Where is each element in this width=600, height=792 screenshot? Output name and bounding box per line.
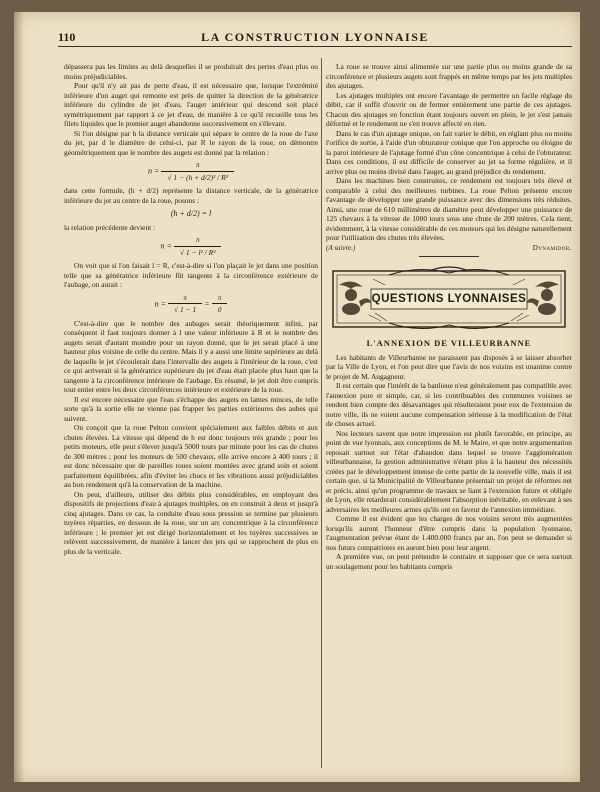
paragraph: On conçoit que la roue Pelton convient spécialement aux faibles débits et aux chutes élevées. La vitesse qui dépend de h est donc toujours très grande ; pour les petits moteurs, elle peut s'élever jusqu'à 5000 tours par minute pour les cas de chutes de 300 mètres ; pour les moteurs de 500 chevaux, elle arrive encore à 400 tours ; il est donc nécessaire que de pareilles roues soient montées avec grand soin et soient parfaitement équilibrées, afin d'éviter les chocs et les vibrations aussi préjudiciables au bon rendement qu'à la conservation de la machine. [64, 423, 318, 489]
formula-denominator: 0 [217, 305, 222, 314]
formula-fraction [212, 294, 228, 315]
formula-number-of-buckets [64, 161, 318, 182]
paragraph: Dans le cas d'un ajutage unique, on fait varier le débit, en réglant plus ou moins l'orifice de sortie, à l'aide d'un obturateur conique que l'on approche ou éloigne de la paroi intérieure de l'ajutage formé d'un cône concentrique à celui de l'obturateur. Dans ces conditions, il est difficile de conserver au jet sa forme régulière, et il arrive plus ou moins divisé dans l'auget, au grand préjudice du rendement. [326, 128, 572, 176]
running-head: LA CONSTRUCTION LYONNAISE [201, 30, 429, 44]
formula-fraction [161, 161, 234, 182]
paragraph: A première vue, on peut prétendre le contraire et supposer que ce sera surtout un soulagement pour les habitants compris [326, 552, 572, 571]
paragraph: Comme il est évident que les charges de nos voisins seront très augmentées lorsqu'ils auront l'honneur d'être compris dans la population lyonnaise, l'augmentation prévue étant de 1.400.000 francs par an, l'on peut se demander si nos futurs compatriotes en auront bien pour leur argent. [326, 514, 572, 552]
paragraph: On voit que si l'on faisait l = R, c'est-à-dire si l'on plaçait le jet dans une position telle que sa génératrice inférieure fût tangente à la circonférence extérieure de l'aubage, on aurait : [64, 261, 318, 289]
formula-denominator: √ 1 − 1 [173, 305, 197, 314]
paragraph: dans cette formule, (h + d/2) représente la distance verticale, de la génératrice inférieure du jet au centre de la roue, posons : [64, 186, 318, 205]
formula-lhs: n = [147, 166, 160, 176]
formula-infinite [64, 294, 318, 315]
paragraph: Pour qu'il n'y ait pas de perte d'eau, il est nécessaire que, lorsque l'extrémité inférieure d'un auget qui remonte est près de quitter la direction de la génératrice inférieure du cylindre de jet d'eau, l'auget antérieur qui descend soit placé symétriquement par rapport à ce jet d'eau, de manière à ce qu'il recueille tous les filets liquides que le premier auget abandonne successivement en s'élevant. [64, 81, 318, 128]
formula-numerator: π [212, 294, 228, 305]
paragraph: Il est certain que l'intérêt de la banlieue n'est généralement pas compatible avec l'annexion pure et simple, car, si les contribuables des communes voisines se rendent bien compte des désavantages qui résulteraient pour eux de l'extension de notre ville, ils ne voient aucune compensation sérieuse à la modification de l'état de choses actuel. [326, 381, 572, 428]
journal-page [14, 12, 580, 782]
section-banner [329, 265, 569, 333]
formula-numerator: π [161, 161, 234, 172]
section-heading: L'ANNEXION DE VILLEURBANNE [366, 338, 532, 348]
author-name: Dynamidor. [532, 243, 572, 252]
paragraph: Les habitants de Villeurbanne ne paraissent pas disposés à se laisser absorber par la Ville de Lyon, et l'on peut dire que l'avis de nos voisins est unanime contre le projet de M. Augagneur. [326, 352, 572, 381]
paragraph: C'est-à-dire que le nombre des aubages serait théoriquement infini, par conséquent il faut toujours donner à l une valeur inférieure à R et le nombre des augets serait d'autant moindre pour un rayon donné, que le jet serait placé à une hauteur plus voisine de celle du centre. Mais il y a aussi une limite supérieure au delà de laquelle le jet s'écoulerait dans l'intervalle des augets à l'intérieur de la roue, c'est ce qui arriverait si la génératrice supérieure du jet d'eau était placée plus haut que la tangente à la circonférence intérieure de l'aubage. En résumé, le jet doit être compris tout entier entre les deux circonférences intérieure et extérieure de la roue. [64, 318, 318, 394]
formula-denominator: √ 1 − l² / R² [179, 247, 216, 257]
page-header [58, 30, 572, 47]
formula-fraction [174, 236, 222, 257]
formula-numerator: π [174, 236, 222, 247]
paragraph: Les ajutages multiples ont encore l'avantage de permettre un facile réglage du débit, car il suffit d'ouvrir ou de fermer entièrement une partie de ces ajutages. Chacun des ajutages en fonction étant toujours ouvert en plein, le jet s'est jamais déformé et le rendement ne s'en trouve affecté en rien. [326, 90, 572, 128]
paragraph: Il est encore nécessaire que l'eau s'échappe des augets en lames minces, de telle sorte qu'à la sortie elle ne vienne pas frapper les parties extérieures des aubes qui suivent. [64, 394, 318, 423]
separator-rule [419, 256, 479, 257]
formula-equals: = [204, 298, 210, 308]
banner-title: QUESTIONS LYONNAISES [371, 293, 527, 305]
left-column [64, 62, 318, 556]
formula-lhs: n = [154, 298, 166, 308]
paragraph: Dans les machines bien construites, ce rendement est toujours très élevé et comparable à celui des meilleures turbines. La roue Pelton présente encore l'avantage de développer une grande puissance avec des dimensions très réduites. Ainsi, une roue de 610 millimètres de diamètre peut développer une puissance de 125 chevaux à la vitesse de 1000 tours sous une chute de 200 mètres. Cela tient, évidemment, à la vitesse considérable de ces moteurs qui les désigne naturellement pour l'utilisation des chutes très élevées. [326, 176, 572, 242]
paragraph: On peut, d'ailleurs, utiliser des débits plus considérables, en employant des dispositifs de projections d'eau à ajutages multiples, on en construit à deux et jusqu'à cinq ajutages. Dans ce cas, la conduite d'eau sous pression se termine par plusieurs tuyères réparties, en dessous de la roue, sur un arc concentrique à la circonférence inférieure ; le premier jet est dirigé horizontalement et les tuyères successives se relèvent successivement, de manière à lancer des jets qui se rapprochent de plus en plus de la verticale. [64, 489, 318, 556]
article-signature [326, 244, 572, 254]
paragraph: Si l'on désigne par h la distance verticale qui sépare le centre de la roue de l'axe du jet, par d le diamètre de celui-ci, par R le rayon de la roue, on démontre géométriquement que le nombre des augets est donné par la relation : [64, 128, 318, 157]
paragraph: La roue se trouve ainsi alimentée sur une partie plus ou moins grande de sa circonférence et plusieurs augets sont frappés en même temps par les jets multiples des ajutages. [326, 62, 572, 90]
to-be-continued: (A suivre.) [326, 243, 356, 252]
column-divider [321, 58, 322, 768]
formula-fraction [168, 294, 202, 315]
right-column [326, 62, 572, 571]
paragraph: dépassera pas les limites au delà desquelles il se produirait des pertes d'eau plus ou moins préjudiciables. [64, 62, 318, 81]
formula-definition-l: (h + d/2) = l [170, 209, 212, 218]
formula-simplified [64, 236, 318, 257]
paragraph: Nos lecteurs savent que notre impression est plutôt favorable, en principe, au point de vue lyonnais, aux conceptions de M. le Maire, et que notre argumentation reposait surtout sur l'état d'abandon dans lequel se trouve l'agglomération villeurbannaise, la gestion administrative n'étant plus à la hauteur des nécessités créées par le développement intense de cette partie de la nouvelle ville, mais il est certain que, si la Municipalité de Villeurbanne présentait un projet de réformes net et précis, ainsi qu'un programme de travaux se liant à l'extension future et obligée de Lyon, elle retarderait considérablement l'absorption inévitable, en enlevant à ses adversaires les meilleures armes qu'ils ont en faveur de l'annexion immédiate. [326, 428, 572, 514]
page-spine-shadow [14, 12, 24, 782]
page-number: 110 [58, 30, 76, 44]
formula-lhs: n = [160, 241, 172, 251]
paragraph: la relation précédente devient : [64, 222, 156, 232]
formula-denominator: √ 1 − (h + d/2)² / R² [167, 172, 228, 182]
formula-numerator: π [168, 294, 202, 305]
